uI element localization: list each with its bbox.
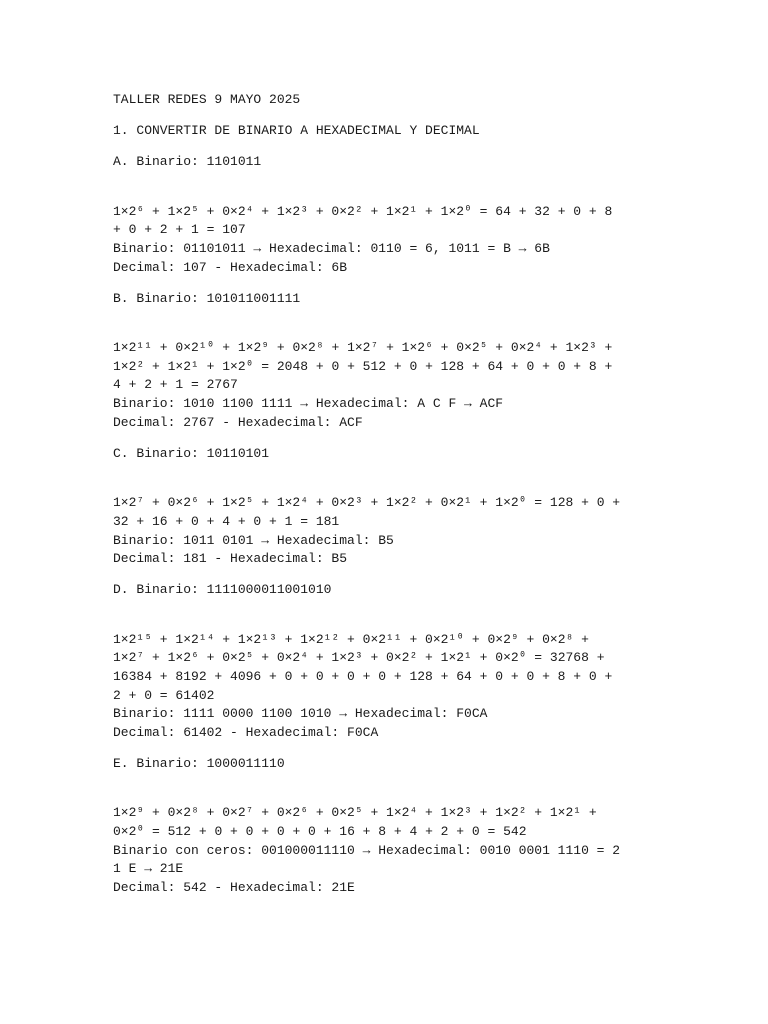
- section-a-header: A. Binario: 1101011: [113, 154, 262, 170]
- document-content: [113, 91, 658, 897]
- section-e-binary-hex-line-2: 1 E → 21E: [113, 861, 184, 877]
- section-d-calc-line-3: 16384 + 8192 + 4096 + 0 + 0 + 0 + 0 + 128 + 64 + 0 + 0 + 8 + 0 +: [113, 668, 613, 684]
- section-b-header: B. Binario: 101011001111: [113, 290, 301, 306]
- section-c-result: Decimal: 181 - Hexadecimal: B5: [113, 551, 348, 567]
- section-d-result: Decimal: 61402 - Hexadecimal: F0CA: [113, 724, 379, 740]
- section-b-calc-line-2: 1×2² + 1×2¹ + 1×2⁰ = 2048 + 0 + 512 + 0 + 128 + 64 + 0 + 0 + 8 +: [113, 358, 613, 374]
- section-d: [113, 581, 658, 742]
- section-c: [113, 445, 658, 569]
- section-d-calc-line-1: 1×2¹⁵ + 1×2¹⁴ + 1×2¹³ + 1×2¹² + 0×2¹¹ + 0×2¹⁰ + 0×2⁹ + 0×2⁸ +: [113, 631, 589, 647]
- section-e-calc-line-1: 1×2⁹ + 0×2⁸ + 0×2⁷ + 0×2⁶ + 0×2⁵ + 1×2⁴ + 1×2³ + 1×2² + 1×2¹ +: [113, 805, 597, 821]
- section-e-calc-line-2: 0×2⁰ = 512 + 0 + 0 + 0 + 0 + 16 + 8 + 4 + 2 + 0 = 542: [113, 824, 527, 840]
- section-c-calc-line-1: 1×2⁷ + 0×2⁶ + 1×2⁵ + 1×2⁴ + 0×2³ + 1×2² + 0×2¹ + 1×2⁰ = 128 + 0 +: [113, 495, 621, 511]
- section-b-binary-hex: Binario: 1010 1100 1111 → Hexadecimal: A C F → ACF: [113, 396, 504, 412]
- section-a-binary-hex: Binario: 01101011 → Hexadecimal: 0110 = 6, 1011 = B → 6B: [113, 240, 550, 256]
- section-a-result: Decimal: 107 - Hexadecimal: 6B: [113, 259, 348, 275]
- section-b-calc-line-3: 4 + 2 + 1 = 2767: [113, 377, 238, 393]
- section-e-header: E. Binario: 1000011110: [113, 755, 285, 771]
- section-e-binary-hex-line-1: Binario con ceros: 001000011110 → Hexadecimal: 0010 0001 1110 = 2: [113, 842, 621, 858]
- section-c-header: C. Binario: 10110101: [113, 445, 270, 461]
- section-b: [113, 290, 658, 433]
- exercise-heading: 1. CONVERTIR DE BINARIO A HEXADECIMAL Y DECIMAL: [113, 123, 480, 139]
- section-c-calc-line-2: 32 + 16 + 0 + 4 + 0 + 1 = 181: [113, 513, 340, 529]
- section-d-calc-line-2: 1×2⁷ + 1×2⁶ + 0×2⁵ + 0×2⁴ + 1×2³ + 0×2² + 1×2¹ + 0×2⁰ = 32768 +: [113, 650, 605, 666]
- section-a-calc-line-2: + 0 + 2 + 1 = 107: [113, 222, 246, 238]
- section-a: [113, 153, 658, 277]
- section-a-calc-line-1: 1×2⁶ + 1×2⁵ + 0×2⁴ + 1×2³ + 0×2² + 1×2¹ + 1×2⁰ = 64 + 32 + 0 + 8: [113, 203, 613, 219]
- section-e-result: Decimal: 542 - Hexadecimal: 21E: [113, 879, 355, 895]
- section-d-calc-line-4: 2 + 0 = 61402: [113, 687, 215, 703]
- section-d-binary-hex: Binario: 1111 0000 1100 1010 → Hexadecimal: F0CA: [113, 706, 488, 722]
- section-c-binary-hex: Binario: 1011 0101 → Hexadecimal: B5: [113, 532, 394, 548]
- section-b-result: Decimal: 2767 - Hexadecimal: ACF: [113, 414, 363, 430]
- document-title: TALLER REDES 9 MAYO 2025: [113, 92, 301, 107]
- section-e: [113, 755, 658, 898]
- section-b-calc-line-1: 1×2¹¹ + 0×2¹⁰ + 1×2⁹ + 0×2⁸ + 1×2⁷ + 1×2⁶ + 0×2⁵ + 0×2⁴ + 1×2³ +: [113, 340, 613, 356]
- section-d-header: D. Binario: 1111000011001010: [113, 582, 332, 598]
